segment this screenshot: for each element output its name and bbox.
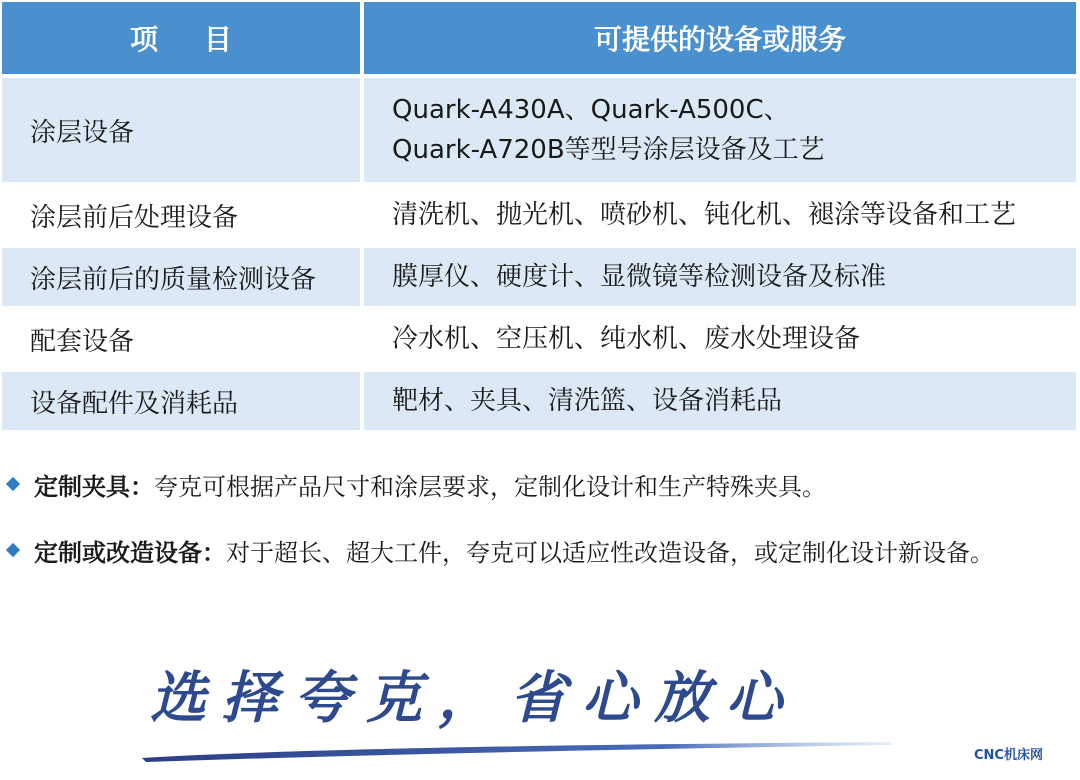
service-line: Quark-A720B等型号涂层设备及工艺 xyxy=(392,135,825,165)
table-row-item: 设备配件及消耗品 xyxy=(2,372,364,434)
table-row-service: 冷水机、空压机、纯水机、废水处理设备 xyxy=(364,310,1076,372)
bullet-label: 定制夹具： xyxy=(34,472,154,501)
bullet-label: 定制或改造设备： xyxy=(34,538,226,567)
slogan: 选择夸克，省心放心 xyxy=(150,665,798,731)
bullet-text: 对于超长、超大工件，夸克可以适应性改造设备，或定制化设计新设备。 xyxy=(226,538,994,567)
watermark: CNC机床网 xyxy=(974,748,1043,763)
table-row-item: 涂层设备 xyxy=(2,78,364,186)
header-service: 可提供的设备或服务 xyxy=(364,2,1076,78)
header-item: 项 目 xyxy=(2,2,364,78)
diamond-bullet-icon xyxy=(6,477,20,491)
bullet-list xyxy=(6,466,1076,598)
bullet-text: 夸克可根据产品尺寸和涂层要求，定制化设计和生产特殊夹具。 xyxy=(154,472,826,501)
table-row-item: 涂层前后的质量检测设备 xyxy=(2,248,364,310)
table-row-item: 配套设备 xyxy=(2,310,364,372)
diamond-bullet-icon xyxy=(6,543,20,557)
table-row-item: 涂层前后处理设备 xyxy=(2,186,364,248)
service-line: Quark-A430A、Quark-A500C、 xyxy=(392,95,790,125)
table-row-service: 清洗机、抛光机、喷砂机、钝化机、褪涂等设备和工艺 xyxy=(364,186,1076,248)
brush-stroke-icon xyxy=(140,738,900,764)
services-table xyxy=(2,2,1076,434)
table-row-service xyxy=(364,78,1076,186)
list-item xyxy=(6,532,1076,568)
list-item xyxy=(6,466,1076,502)
table-row-service: 膜厚仪、硬度计、显微镜等检测设备及标准 xyxy=(364,248,1076,310)
table-row-service: 靶材、夹具、清洗篮、设备消耗品 xyxy=(364,372,1076,434)
